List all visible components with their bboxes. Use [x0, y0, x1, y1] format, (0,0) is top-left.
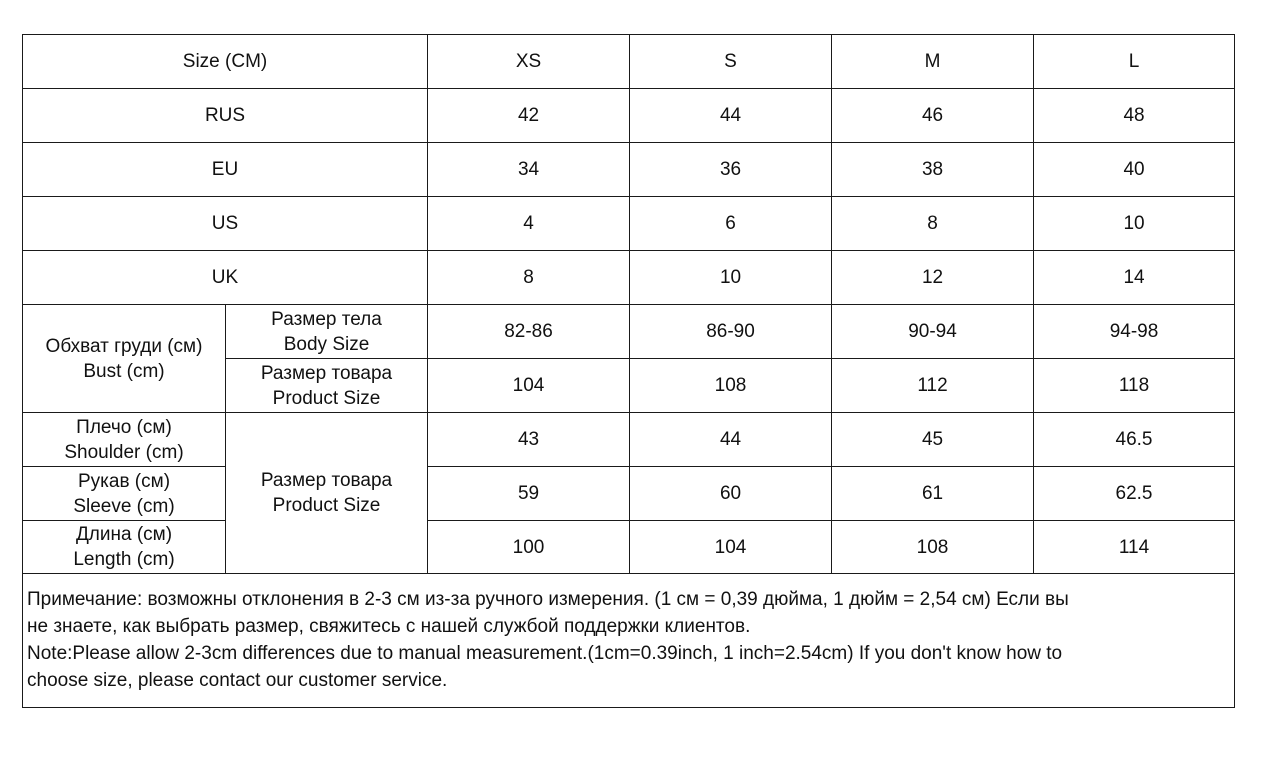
cell: 45: [832, 413, 1034, 467]
row-uk: [23, 251, 1235, 305]
row-sleeve: [23, 467, 1235, 521]
cell: 4: [428, 197, 630, 251]
size-l: L: [1034, 35, 1235, 89]
cell: 61: [832, 467, 1034, 521]
note-en-line-1: Note:Please allow 2-3cm differences due to manual measurement.(1cm=0.39inch, 1 inch=2.54cm) If you don't know how to: [27, 643, 1063, 664]
cell: 82-86: [428, 305, 630, 359]
bust-label-en: Bust (cm): [83, 360, 165, 382]
length-label: [23, 521, 226, 574]
size-m: M: [832, 35, 1034, 89]
cell: 108: [832, 521, 1034, 574]
row-length: [23, 521, 1235, 574]
cell: 46.5: [1034, 413, 1235, 467]
cell: 94-98: [1034, 305, 1235, 359]
product-size-group-label: [226, 413, 428, 574]
cell: 10: [630, 251, 832, 305]
row-note: [23, 574, 1235, 708]
shoulder-label: [23, 413, 226, 467]
note-ru-line-2: не знаете, как выбрать размер, свяжитесь с нашей службой поддержки клиентов.: [27, 616, 751, 637]
cell: 42: [428, 89, 630, 143]
shoulder-label-ru: Плечо (см): [76, 416, 172, 438]
cell: 44: [630, 413, 832, 467]
sleeve-label: [23, 467, 226, 521]
product-size-label-ru: Размер товара: [260, 362, 393, 384]
body-size-label-en: Body Size: [283, 333, 370, 355]
shoulder-label-en: Shoulder (cm): [64, 441, 184, 463]
row-eu: [23, 143, 1235, 197]
cell: 40: [1034, 143, 1235, 197]
row-shoulder: [23, 413, 1235, 467]
row-label: EU: [23, 143, 428, 197]
length-label-en: Length (cm): [73, 549, 175, 570]
cell: 38: [832, 143, 1034, 197]
cell: 86-90: [630, 305, 832, 359]
row-label: US: [23, 197, 428, 251]
sleeve-label-ru: Рукав (см): [77, 470, 171, 492]
cell: 8: [428, 251, 630, 305]
cell: 100: [428, 521, 630, 574]
product-size-label: [226, 359, 428, 413]
cell: 43: [428, 413, 630, 467]
product-size-label-en: Product Size: [272, 387, 381, 409]
row-us: [23, 197, 1235, 251]
cell: 14: [1034, 251, 1235, 305]
bust-label: [23, 305, 226, 413]
row-bust-body: [23, 305, 1235, 359]
body-size-label: [226, 305, 428, 359]
cell: 104: [428, 359, 630, 413]
size-chart-table: [22, 34, 1235, 708]
cell: 46: [832, 89, 1034, 143]
cell: 60: [630, 467, 832, 521]
product-size-group-ru: Размер товара: [260, 470, 393, 491]
cell: 48: [1034, 89, 1235, 143]
sleeve-label-en: Sleeve (cm): [73, 495, 175, 517]
note-ru-line-1: Примечание: возможны отклонения в 2-3 см из-за ручного измерения. (1 см = 0,39 дюйма, 1 дюйм = 2,54 см) Если вы: [27, 589, 1069, 610]
cell: 10: [1034, 197, 1235, 251]
cell: 108: [630, 359, 832, 413]
row-label: RUS: [23, 89, 428, 143]
cell: 12: [832, 251, 1034, 305]
cell: 59: [428, 467, 630, 521]
cell: 104: [630, 521, 832, 574]
cell: 6: [630, 197, 832, 251]
body-size-label-ru: Размер тела: [271, 308, 382, 330]
bust-label-ru: Обхват груди (см): [45, 335, 203, 357]
header-row: [23, 35, 1235, 89]
cell: 34: [428, 143, 630, 197]
cell: 62.5: [1034, 467, 1235, 521]
note-text: [23, 574, 1235, 708]
row-label: UK: [23, 251, 428, 305]
cell: 118: [1034, 359, 1235, 413]
product-size-group-en: Product Size: [272, 495, 381, 516]
length-label-ru: Длина (см): [75, 524, 173, 545]
row-rus: [23, 89, 1235, 143]
size-s: S: [630, 35, 832, 89]
cell: 8: [832, 197, 1034, 251]
cell: 36: [630, 143, 832, 197]
note-en-line-2: choose size, please contact our customer service.: [27, 670, 448, 691]
size-xs: XS: [428, 35, 630, 89]
cell: 90-94: [832, 305, 1034, 359]
cell: 114: [1034, 521, 1235, 574]
header-label: Size (CM): [23, 35, 428, 89]
cell: 112: [832, 359, 1034, 413]
cell: 44: [630, 89, 832, 143]
